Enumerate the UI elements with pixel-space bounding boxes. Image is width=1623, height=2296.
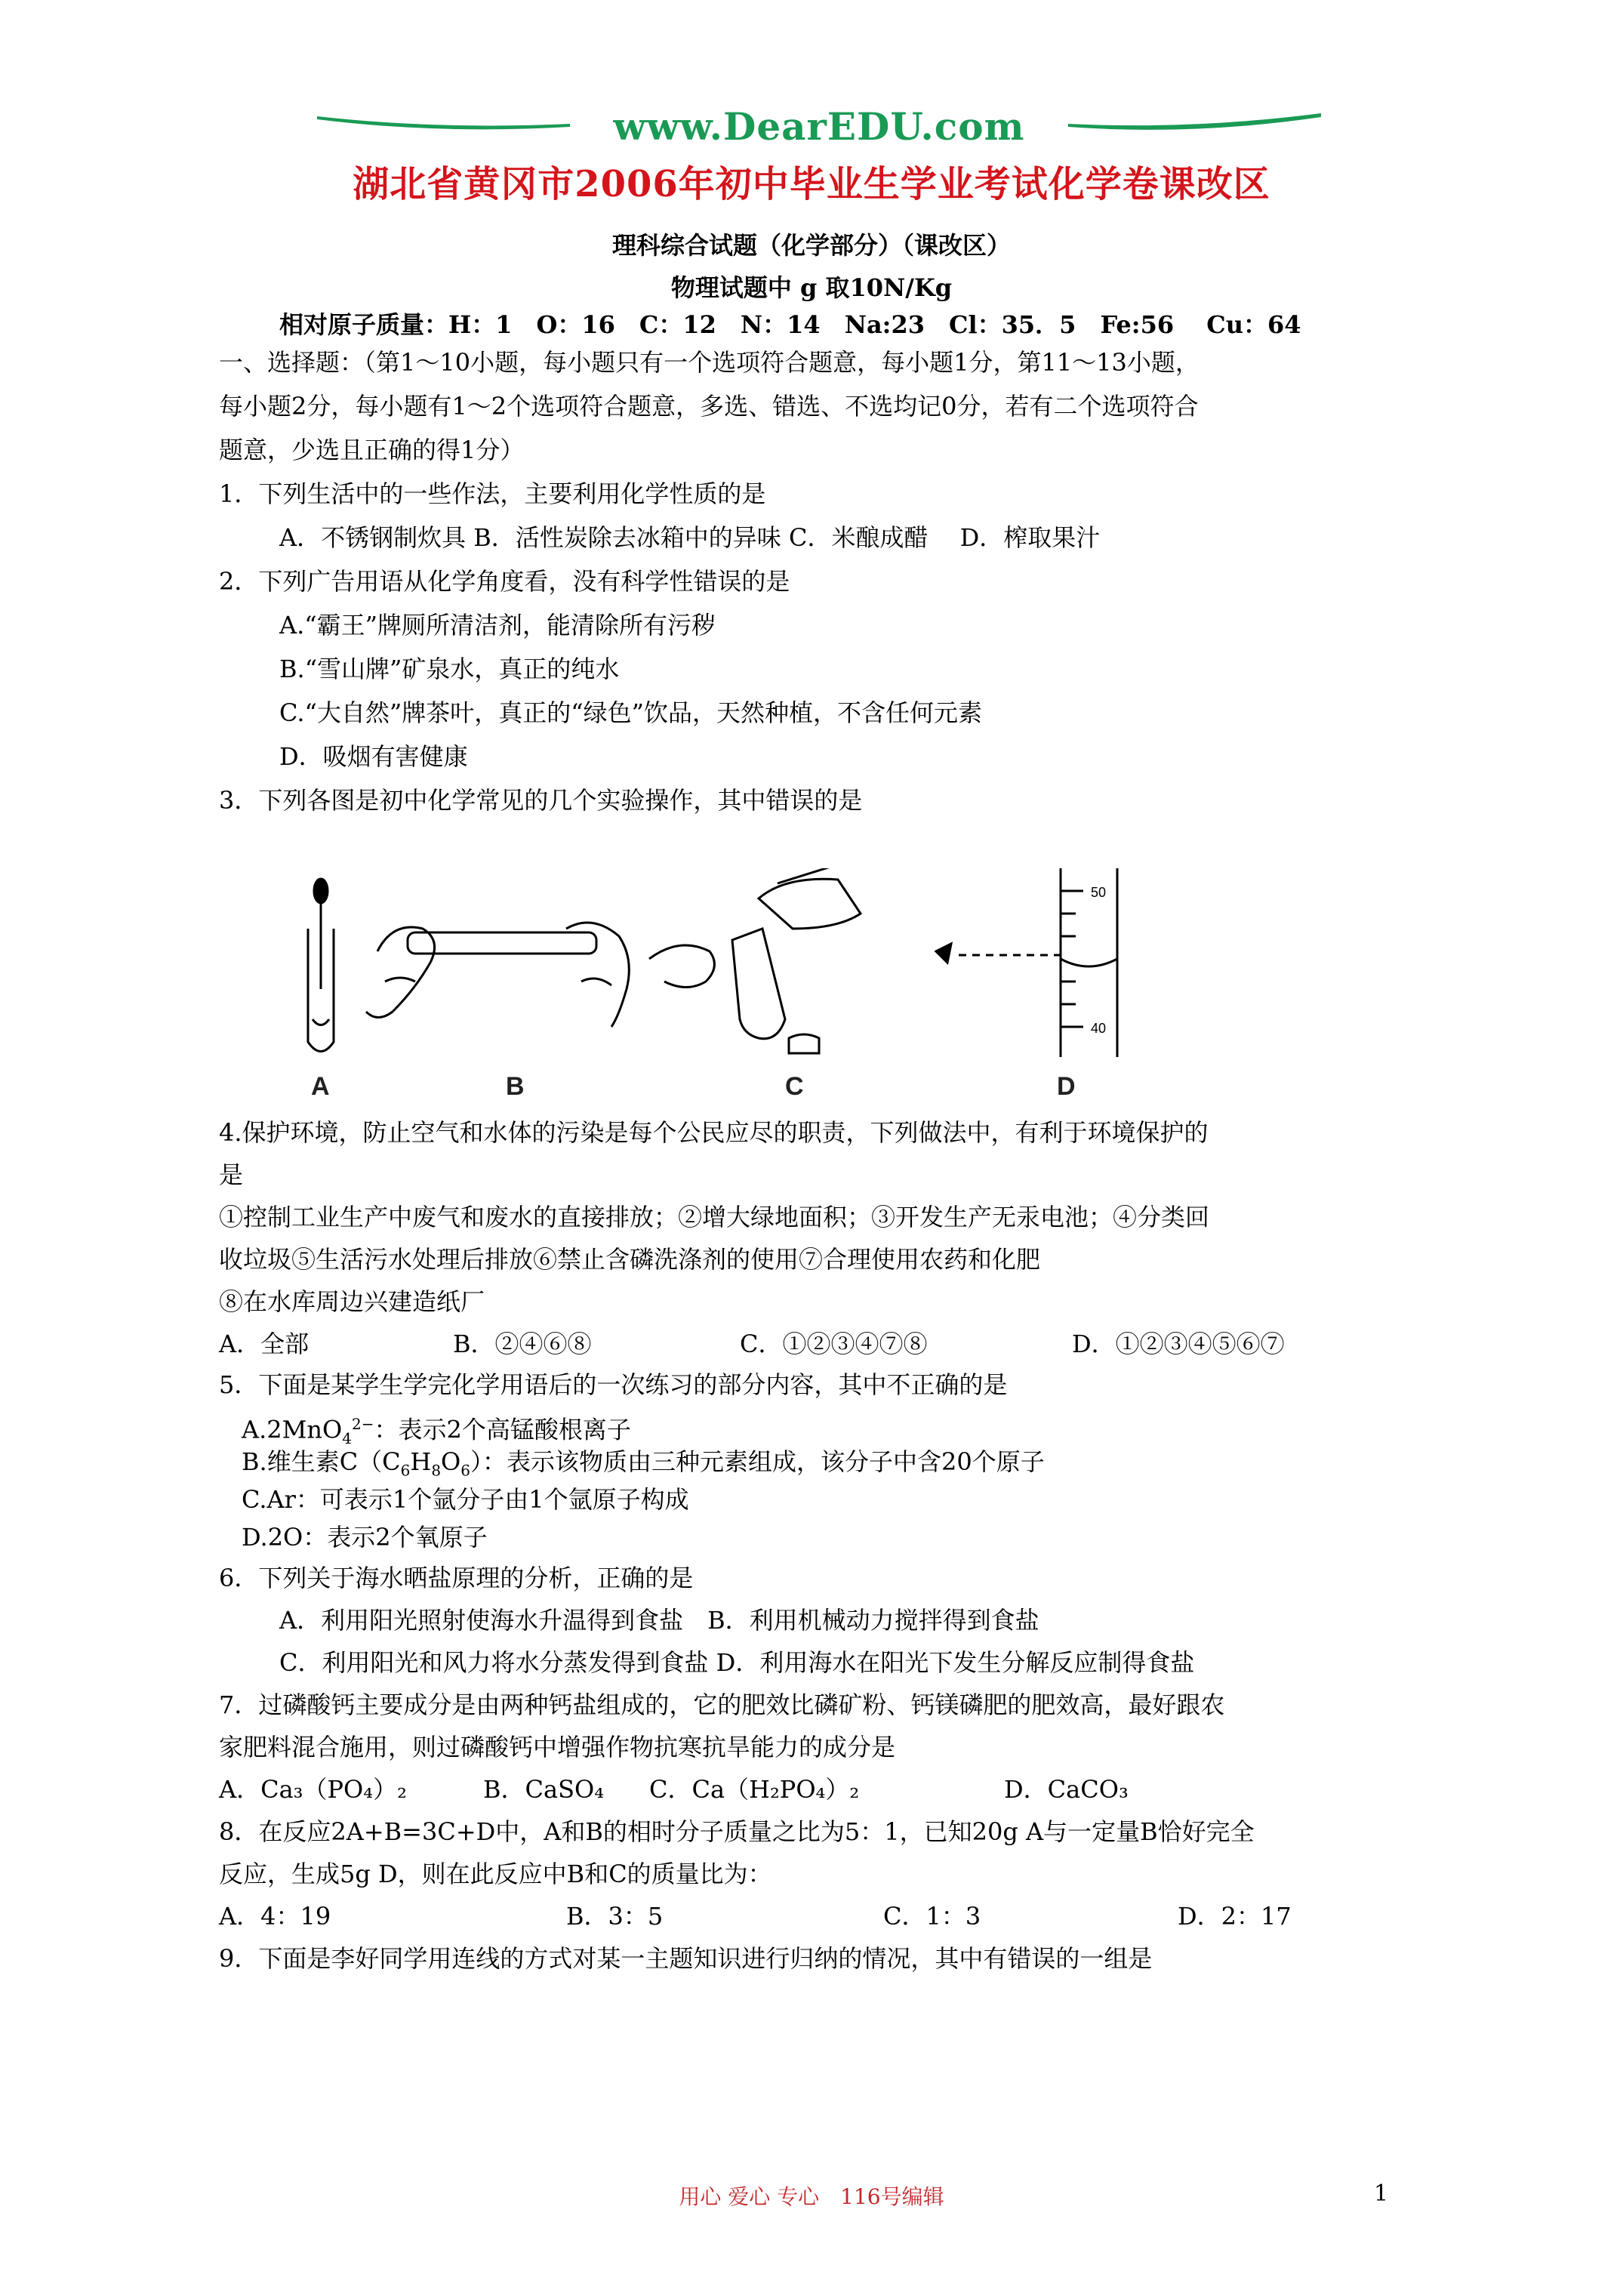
- q5-option-c: C.Ar：可表示1个氩分子由1个氩原子构成: [242, 1485, 689, 1514]
- q6-options-line1: A．利用阳光照射使海水升温得到食盐 B．利用机械动力搅拌得到食盐: [279, 1606, 1039, 1635]
- q4-items-line3: ⑧在水库周边兴建造纸厂: [219, 1287, 485, 1316]
- q5-option-a: A.2MnO$_4^{2-}$：表示2个高锰酸根离子: [242, 1415, 631, 1448]
- q3-lab-figure: [294, 868, 1170, 1110]
- q3-stem: 3．下列各图是初中化学常见的几个实验操作，其中错误的是: [219, 786, 863, 815]
- section-instructions-line3: 题意，少选且正确的得1分）: [219, 436, 525, 464]
- site-url: www.DearEDU.com: [613, 104, 1025, 149]
- q2-option-b: B.“雪山牌”矿泉水，真正的纯水: [279, 655, 620, 683]
- figure-b-hands-tube: [366, 923, 629, 1027]
- q2-stem: 2．下列广告用语从化学角度看，没有科学性错误的是: [219, 567, 790, 596]
- figure-d-cylinder: [936, 868, 1117, 1057]
- figure-label-d: D: [1057, 1072, 1076, 1101]
- q8-option-b: B．3：5: [566, 1902, 664, 1931]
- q4-option-b: B．②④⑥⑧: [453, 1330, 592, 1358]
- q6-stem: 6．下列关于海水晒盐原理的分析，正确的是: [219, 1564, 694, 1592]
- q7-option-b: B．CaSO₄: [483, 1775, 605, 1804]
- q1-stem: 1．下列生活中的一些作法，主要利用化学性质的是: [219, 479, 766, 508]
- figure-label-a: A: [311, 1072, 330, 1101]
- q7-option-a: A．Ca₃（PO₄）₂: [219, 1775, 407, 1804]
- q4-items-line1: ①控制工业生产中废气和废水的直接排放；②增大绿地面积；③开发生产无汞电池；④分类回: [219, 1203, 1210, 1231]
- section-instructions-line2: 每小题2分，每小题有1～2个选项符合题意，多选、错选、不选均记0分，若有二个选项符合: [219, 392, 1199, 421]
- page-footer: 用心 爱心 专心 116号编辑: [679, 2184, 944, 2209]
- q1-options: A．不锈钢制炊具 B．活性炭除去冰箱中的异味 C．米酿成醋 D．榨取果汁: [279, 523, 1101, 552]
- q4-option-c: C．①②③④⑦⑧: [740, 1330, 928, 1358]
- q4-option-a: A．全部: [219, 1330, 310, 1358]
- site-banner: [317, 97, 1321, 157]
- q8-option-c: C．1：3: [883, 1902, 981, 1931]
- q8-option-d: D．2：17: [1178, 1902, 1292, 1931]
- q5-stem: 5．下面是某学生学完化学用语后的一次练习的部分内容，其中不正确的是: [219, 1370, 1008, 1399]
- q4-option-d: D．①②③④⑤⑥⑦: [1072, 1330, 1285, 1358]
- exam-subtitle: 理科综合试题（化学部分）（课改区）: [611, 231, 1011, 260]
- q6-options-line2: C．利用阳光和风力将水分蒸发得到食盐 D．利用海水在阳光下发生分解反应制得食盐: [279, 1648, 1195, 1677]
- q2-option-c: C.“大自然”牌茶叶，真正的“绿色”饮品，天然种植，不含任何元素: [279, 698, 982, 727]
- q4-stem-line1: 4.保护环境，防止空气和水体的污染是每个公民应尽的职责，下列做法中，有利于环境保护的: [219, 1118, 1209, 1147]
- lab-operations-illustration: [294, 868, 1170, 1065]
- q8-stem-line1: 8．在反应2A+B=3C+D中，A和B的相时分子质量之比为5：1，已知20g A与一定量B恰好完全: [219, 1817, 1255, 1846]
- q8-stem-line2: 反应，生成5g D，则在此反应中B和C的质量比为：: [219, 1860, 772, 1888]
- figure-a-dropper-test-tube: [308, 879, 334, 1052]
- q5-option-b: B.维生素$C(C_6H_8O_6)$：表示该物质由三种元素组成，该分子中含20个原子: [242, 1447, 1045, 1480]
- figure-c-pouring: [649, 868, 861, 1053]
- q2-option-d: D．吸烟有害健康: [279, 742, 468, 771]
- q9-stem: 9．下面是李好同学用连线的方式对某一主题知识进行归纳的情况，其中有错误的一组是: [219, 1944, 1153, 1973]
- figure-label-c: C: [785, 1072, 804, 1101]
- section-instructions-line1: 一、选择题：（第1～10小题，每小题只有一个选项符合题意，每小题1分，第11～13小题，: [219, 348, 1200, 377]
- q8-option-a: A．4：19: [219, 1902, 331, 1931]
- page-number: 1: [1374, 2180, 1389, 2207]
- q2-option-a: A.“霸王”牌厕所清洁剂，能清除所有污秽: [279, 611, 716, 639]
- exam-title: 湖北省黄冈市2006年初中毕业生学业考试化学卷课改区: [353, 163, 1270, 205]
- cylinder-mark-50: 50: [1091, 885, 1107, 900]
- physics-note: 物理试题中 g 取10N/Kg: [670, 273, 953, 302]
- q4-items-line2: 收垃圾⑤生活污水处理后排放⑥禁止含磷洗涤剂的使用⑦合理使用农药和化肥: [219, 1245, 1041, 1274]
- q7-option-d: D．CaCO₃: [1004, 1775, 1129, 1804]
- cylinder-mark-40: 40: [1091, 1021, 1107, 1036]
- q7-option-c: C．Ca（H₂PO₄）₂: [649, 1775, 860, 1804]
- q5-option-d: D.2O：表示2个氧原子: [242, 1523, 488, 1552]
- q7-stem-line2: 家肥料混合施用，则过磷酸钙中增强作物抗寒抗旱能力的成分是: [219, 1733, 896, 1761]
- atomic-masses: 相对原子质量：H：1 O：16 C：12 N：14 Na:23 Cl：35．5 Fe:56 Cu：64: [279, 310, 1301, 339]
- figure-label-b: B: [506, 1072, 525, 1101]
- q4-stem-line2: 是: [219, 1160, 244, 1189]
- q7-stem-line1: 7．过磷酸钙主要成分是由两种钙盐组成的，它的肥效比磷矿粉、钙镁磷肥的肥效高，最好跟农: [219, 1690, 1225, 1719]
